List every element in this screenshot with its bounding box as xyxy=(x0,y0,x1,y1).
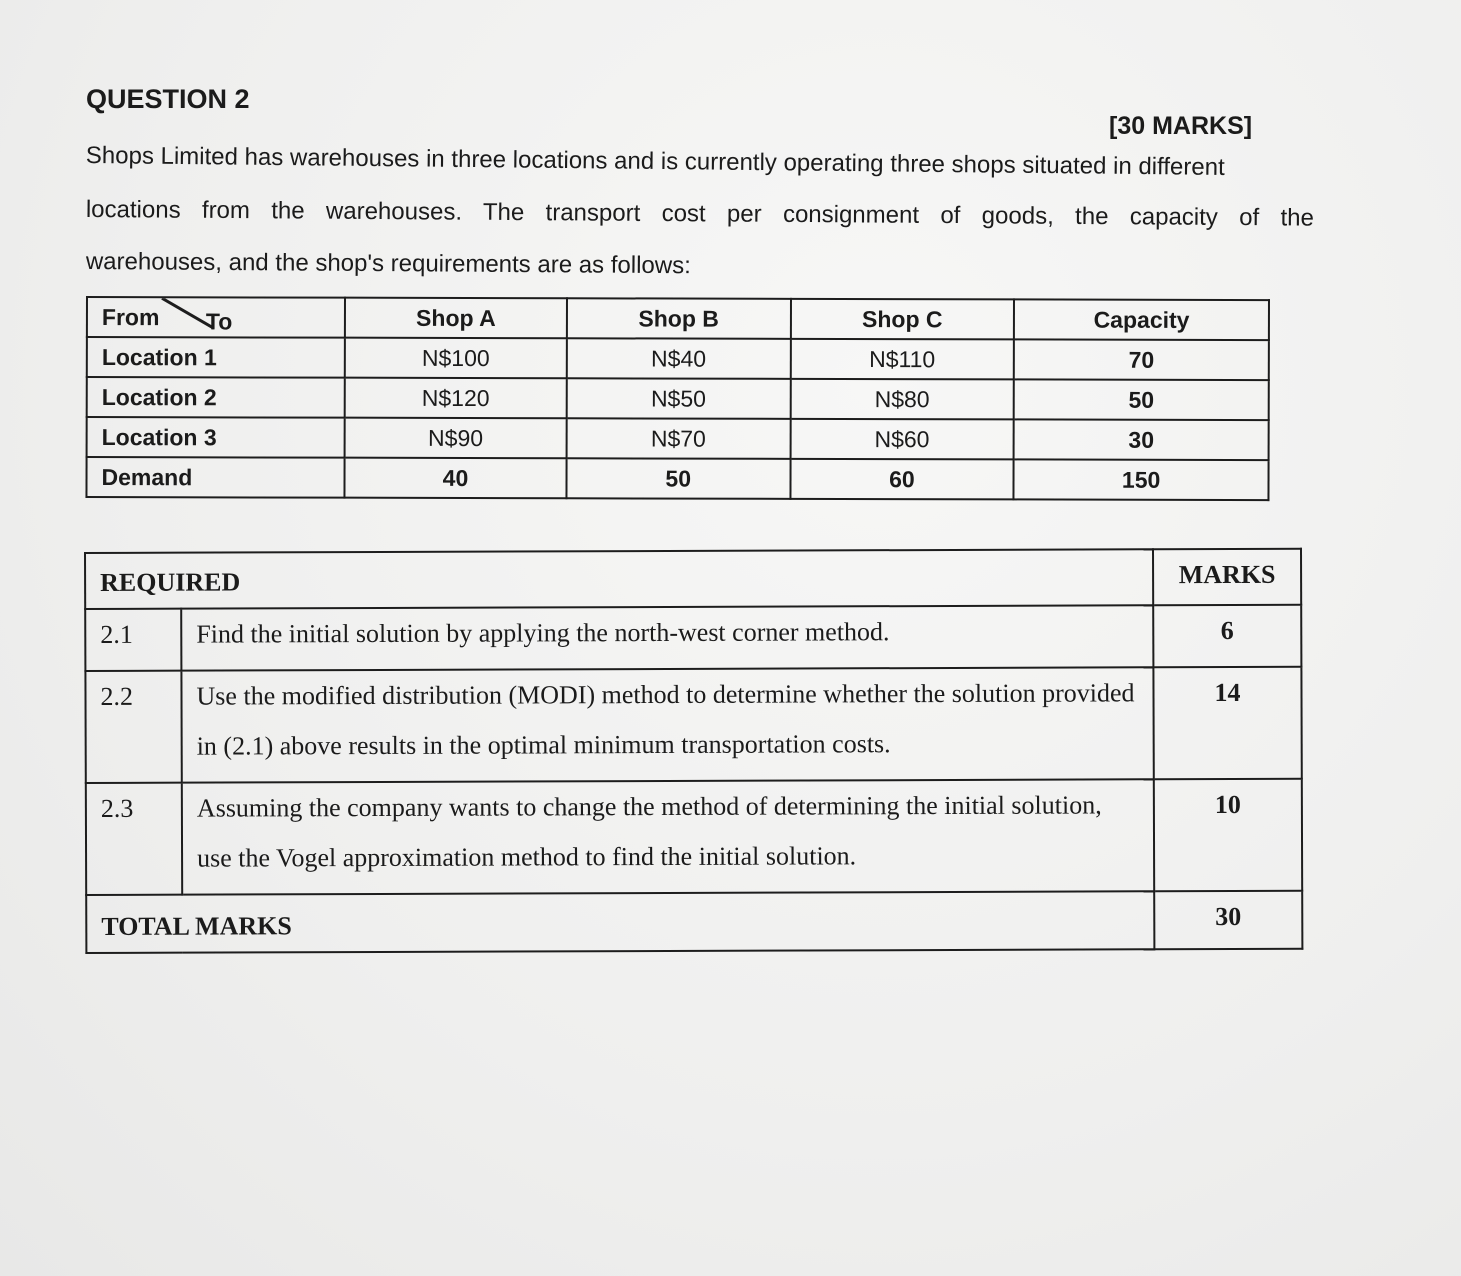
item-number: 2.1 xyxy=(85,609,181,671)
cost-cell: N$80 xyxy=(790,379,1014,420)
cost-cell: N$90 xyxy=(345,418,567,459)
corner-cell xyxy=(87,297,345,338)
demand-cell: 60 xyxy=(790,459,1014,500)
demand-cell: 50 xyxy=(566,458,790,499)
item-text: Use the modified distribution (MODI) method to determine whether the solution provided in (2.1) above results in the optimal minimum transportation costs. xyxy=(181,667,1153,782)
cost-cell: N$70 xyxy=(566,418,790,459)
header-shop-a: Shop A xyxy=(345,298,567,339)
cost-table-header-row xyxy=(87,297,1269,340)
question-marks: [30 MARKS] xyxy=(1109,112,1253,140)
row-label: Location 3 xyxy=(87,417,345,458)
cost-cell: N$120 xyxy=(345,378,567,419)
capacity-cell: 70 xyxy=(1014,339,1269,380)
cost-cell: N$100 xyxy=(345,338,567,379)
table-row xyxy=(85,667,1301,783)
item-marks: 6 xyxy=(1153,605,1301,668)
demand-cell: 40 xyxy=(344,458,566,499)
intro-line-1: Shops Limited has warehouses in three locations and is currently operating three shops situated in different xyxy=(85,142,1225,181)
table-row xyxy=(86,779,1302,895)
item-text: Assuming the company wants to change the method of determining the initial solution, use the Vogel approximation method to find the initial solution. xyxy=(182,779,1154,894)
row-label: Location 2 xyxy=(87,377,345,418)
question-title: QUESTION 2 xyxy=(86,84,250,114)
total-capacity-cell: 150 xyxy=(1014,459,1269,500)
table-row xyxy=(87,417,1269,460)
total-marks: 30 xyxy=(1154,891,1302,950)
row-label: Demand xyxy=(86,457,344,498)
corner-from-label: From xyxy=(101,304,160,331)
total-label: TOTAL MARKS xyxy=(86,891,1154,953)
capacity-cell: 50 xyxy=(1014,379,1269,420)
required-table xyxy=(84,548,1303,954)
table-row xyxy=(86,457,1268,500)
intro-line-2: locations from the warehouses. The transport cost per consignment of goods, the capacity of the xyxy=(85,196,1314,232)
header-capacity: Capacity xyxy=(1014,299,1269,340)
capacity-cell: 30 xyxy=(1014,419,1269,460)
item-number: 2.2 xyxy=(85,671,181,783)
total-row xyxy=(86,891,1302,953)
header-shop-b: Shop B xyxy=(567,298,791,339)
item-number: 2.3 xyxy=(86,783,182,895)
item-marks: 10 xyxy=(1154,779,1302,892)
item-marks: 14 xyxy=(1153,667,1301,780)
corner-to-label: To xyxy=(205,308,233,335)
transport-cost-table xyxy=(85,296,1270,501)
cost-cell: N$50 xyxy=(567,378,791,419)
cost-cell: N$60 xyxy=(790,419,1014,460)
cost-cell: N$40 xyxy=(567,338,791,379)
row-label: Location 1 xyxy=(87,337,345,378)
table-row xyxy=(85,605,1301,671)
marks-header: MARKS xyxy=(1153,549,1301,606)
table-row xyxy=(87,337,1269,380)
header-shop-c: Shop C xyxy=(790,299,1014,340)
intro-line-3: warehouses, and the shop's requirements are as follows: xyxy=(85,248,691,280)
cost-cell: N$110 xyxy=(790,339,1014,380)
table-row xyxy=(87,377,1269,420)
required-header-row xyxy=(85,549,1301,609)
item-text: Find the initial solution by applying the north-west corner method. xyxy=(181,605,1153,670)
required-header: REQUIRED xyxy=(85,549,1153,609)
